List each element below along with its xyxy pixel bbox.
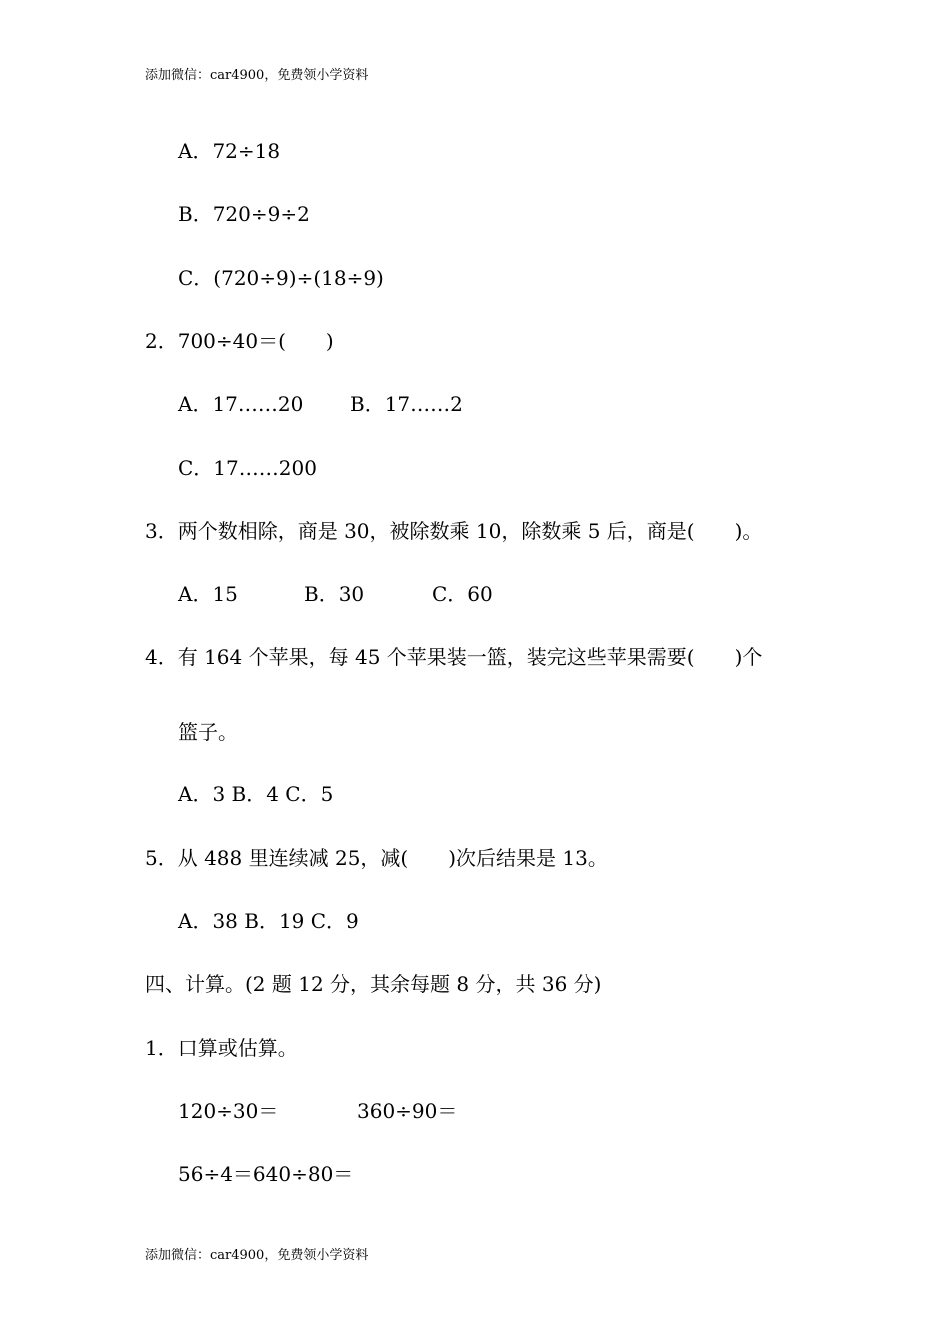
q3-option-a: A．15	[178, 582, 238, 606]
q2-stem: 2．700÷40＝( )	[145, 329, 334, 353]
q3-option-c: C．60	[432, 582, 493, 606]
q5-options: A．38 B．19 C．9	[178, 909, 359, 933]
q4-stem-line1: 4．有 164 个苹果，每 45 个苹果装一篮，装完这些苹果需要( )个	[145, 645, 763, 669]
q3-stem: 3．两个数相除，商是 30，被除数乘 10，除数乘 5 后，商是( )。	[145, 519, 763, 543]
calc-row1-b: 360÷90＝	[357, 1099, 458, 1123]
calc-row1-a: 120÷30＝	[178, 1099, 279, 1123]
page-header: 添加微信：car4900，免费领小学资料	[145, 68, 369, 83]
q2-option-c: C．17……200	[178, 456, 317, 480]
q1-option-a: A．72÷18	[178, 139, 281, 163]
q5-stem: 5．从 488 里连续减 25，减( )次后结果是 13。	[145, 846, 608, 870]
q1-option-b: B．720÷9÷2	[178, 202, 310, 226]
q1-option-c: C．(720÷9)÷(18÷9)	[178, 266, 384, 290]
q4-options: A．3 B．4 C．5	[178, 782, 334, 806]
q4-stem-line2: 篮子。	[178, 720, 238, 744]
calc-row2: 56÷4＝640÷80＝	[178, 1162, 354, 1186]
section4-sub1: 1．口算或估算。	[145, 1036, 298, 1060]
q2-option-a: A．17……20	[178, 392, 304, 416]
q3-option-b: B．30	[304, 582, 365, 606]
page-footer: 添加微信：car4900，免费领小学资料	[145, 1248, 369, 1263]
section4-title: 四、计算。(2 题 12 分，其余每题 8 分，共 36 分)	[145, 972, 602, 996]
q2-option-b: B．17……2	[350, 392, 463, 416]
